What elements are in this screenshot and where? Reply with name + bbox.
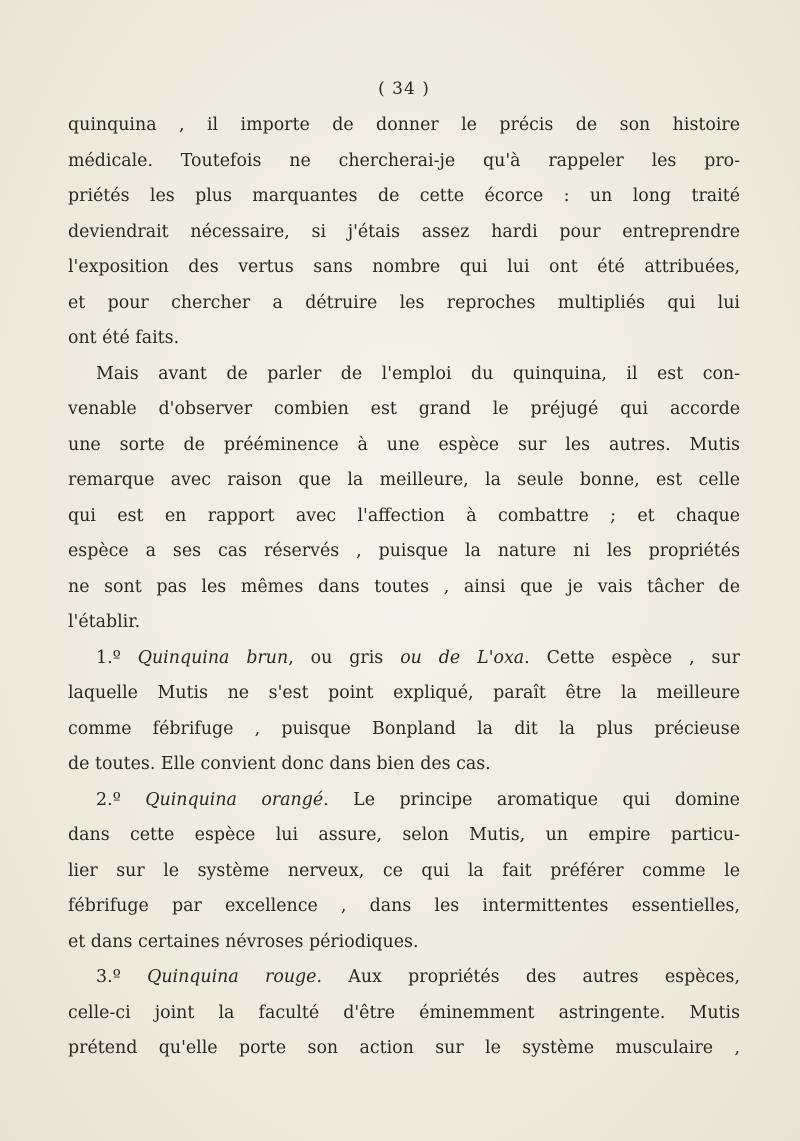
species-name: Quinquina brun bbox=[137, 647, 289, 668]
text-fragment: , ou gris bbox=[288, 647, 401, 668]
species-name: Quinquina orangé bbox=[145, 789, 324, 810]
text-line: une sorte de prééminence à une espèce sur les autres. Mutis bbox=[68, 434, 740, 455]
text-line: venable d'observer combien est grand le préjugé qui accorde bbox=[68, 399, 740, 419]
text-line: l'exposition des vertus sans nombre qui lui ont été attribuées, bbox=[68, 257, 740, 277]
text-fragment: . Aux propriétés des autres espèces, bbox=[316, 967, 740, 987]
item-number: 2.º bbox=[96, 789, 146, 810]
text-line: lier sur le système nerveux, ce qui la fait préférer comme le bbox=[68, 860, 740, 881]
text-line: comme fébrifuge , puisque Bonpland la dit la plus précieuse bbox=[68, 718, 740, 739]
species-name: Quinquina rouge bbox=[147, 967, 317, 987]
species-alt-name: ou de L'oxa bbox=[400, 647, 525, 668]
text-line: dans cette espèce lui assure, selon Mutis, un empire particu- bbox=[68, 825, 740, 845]
page-text bbox=[68, 78, 740, 1067]
text-line: prétend qu'elle porte son action sur le système musculaire , bbox=[68, 1038, 740, 1058]
text-line: espèce a ses cas réservés , puisque la nature ni les propriétés bbox=[68, 541, 740, 561]
text-line-item-1 bbox=[68, 641, 740, 677]
page-number: ( 34 ) bbox=[378, 79, 430, 99]
text-line-item-2 bbox=[68, 783, 740, 819]
text-line: ne sont pas les mêmes dans toutes , ainsi que je vais tâcher de bbox=[68, 576, 740, 597]
text-fragment: . Le principe aromatique qui domine bbox=[323, 789, 740, 810]
item-number: 1.º bbox=[96, 647, 138, 668]
text-line: fébrifuge par excellence , dans les intermittentes essentielles, bbox=[68, 896, 740, 916]
text-line: remarque avec raison que la meilleure, la seule bonne, est celle bbox=[68, 470, 740, 490]
text-line: l'établir. bbox=[68, 612, 141, 632]
text-line: médicale. Toutefois ne chercherai-je qu'à rappeler les pro- bbox=[68, 150, 740, 171]
text-line: celle-ci joint la faculté d'être éminemment astringente. Mutis bbox=[68, 1002, 740, 1023]
item-number: 3.º bbox=[96, 967, 148, 987]
text-line-item-3 bbox=[68, 960, 740, 996]
text-line: et pour chercher a détruire les reproches multipliés qui lui bbox=[68, 292, 740, 313]
text-line: quinquina , il importe de donner le précis de son histoire bbox=[68, 115, 740, 135]
text-line: laquelle Mutis ne s'est point expliqué, paraît être la meilleure bbox=[68, 683, 740, 703]
text-line: qui est en rapport avec l'affection à combattre ; et chaque bbox=[68, 505, 740, 526]
text-line: deviendrait nécessaire, si j'étais assez hardi pour entreprendre bbox=[68, 221, 740, 242]
text-line: et dans certaines névroses périodiques. bbox=[68, 931, 419, 952]
text-line: Mais avant de parler de l'emploi du quinquina, il est con- bbox=[96, 363, 740, 384]
text-line: ont été faits. bbox=[68, 328, 180, 348]
text-line: priétés les plus marquantes de cette écorce : un long traité bbox=[68, 186, 740, 206]
text-line: de toutes. Elle convient donc dans bien des cas. bbox=[68, 754, 491, 774]
text-fragment: . Cette espèce , sur bbox=[524, 647, 740, 668]
